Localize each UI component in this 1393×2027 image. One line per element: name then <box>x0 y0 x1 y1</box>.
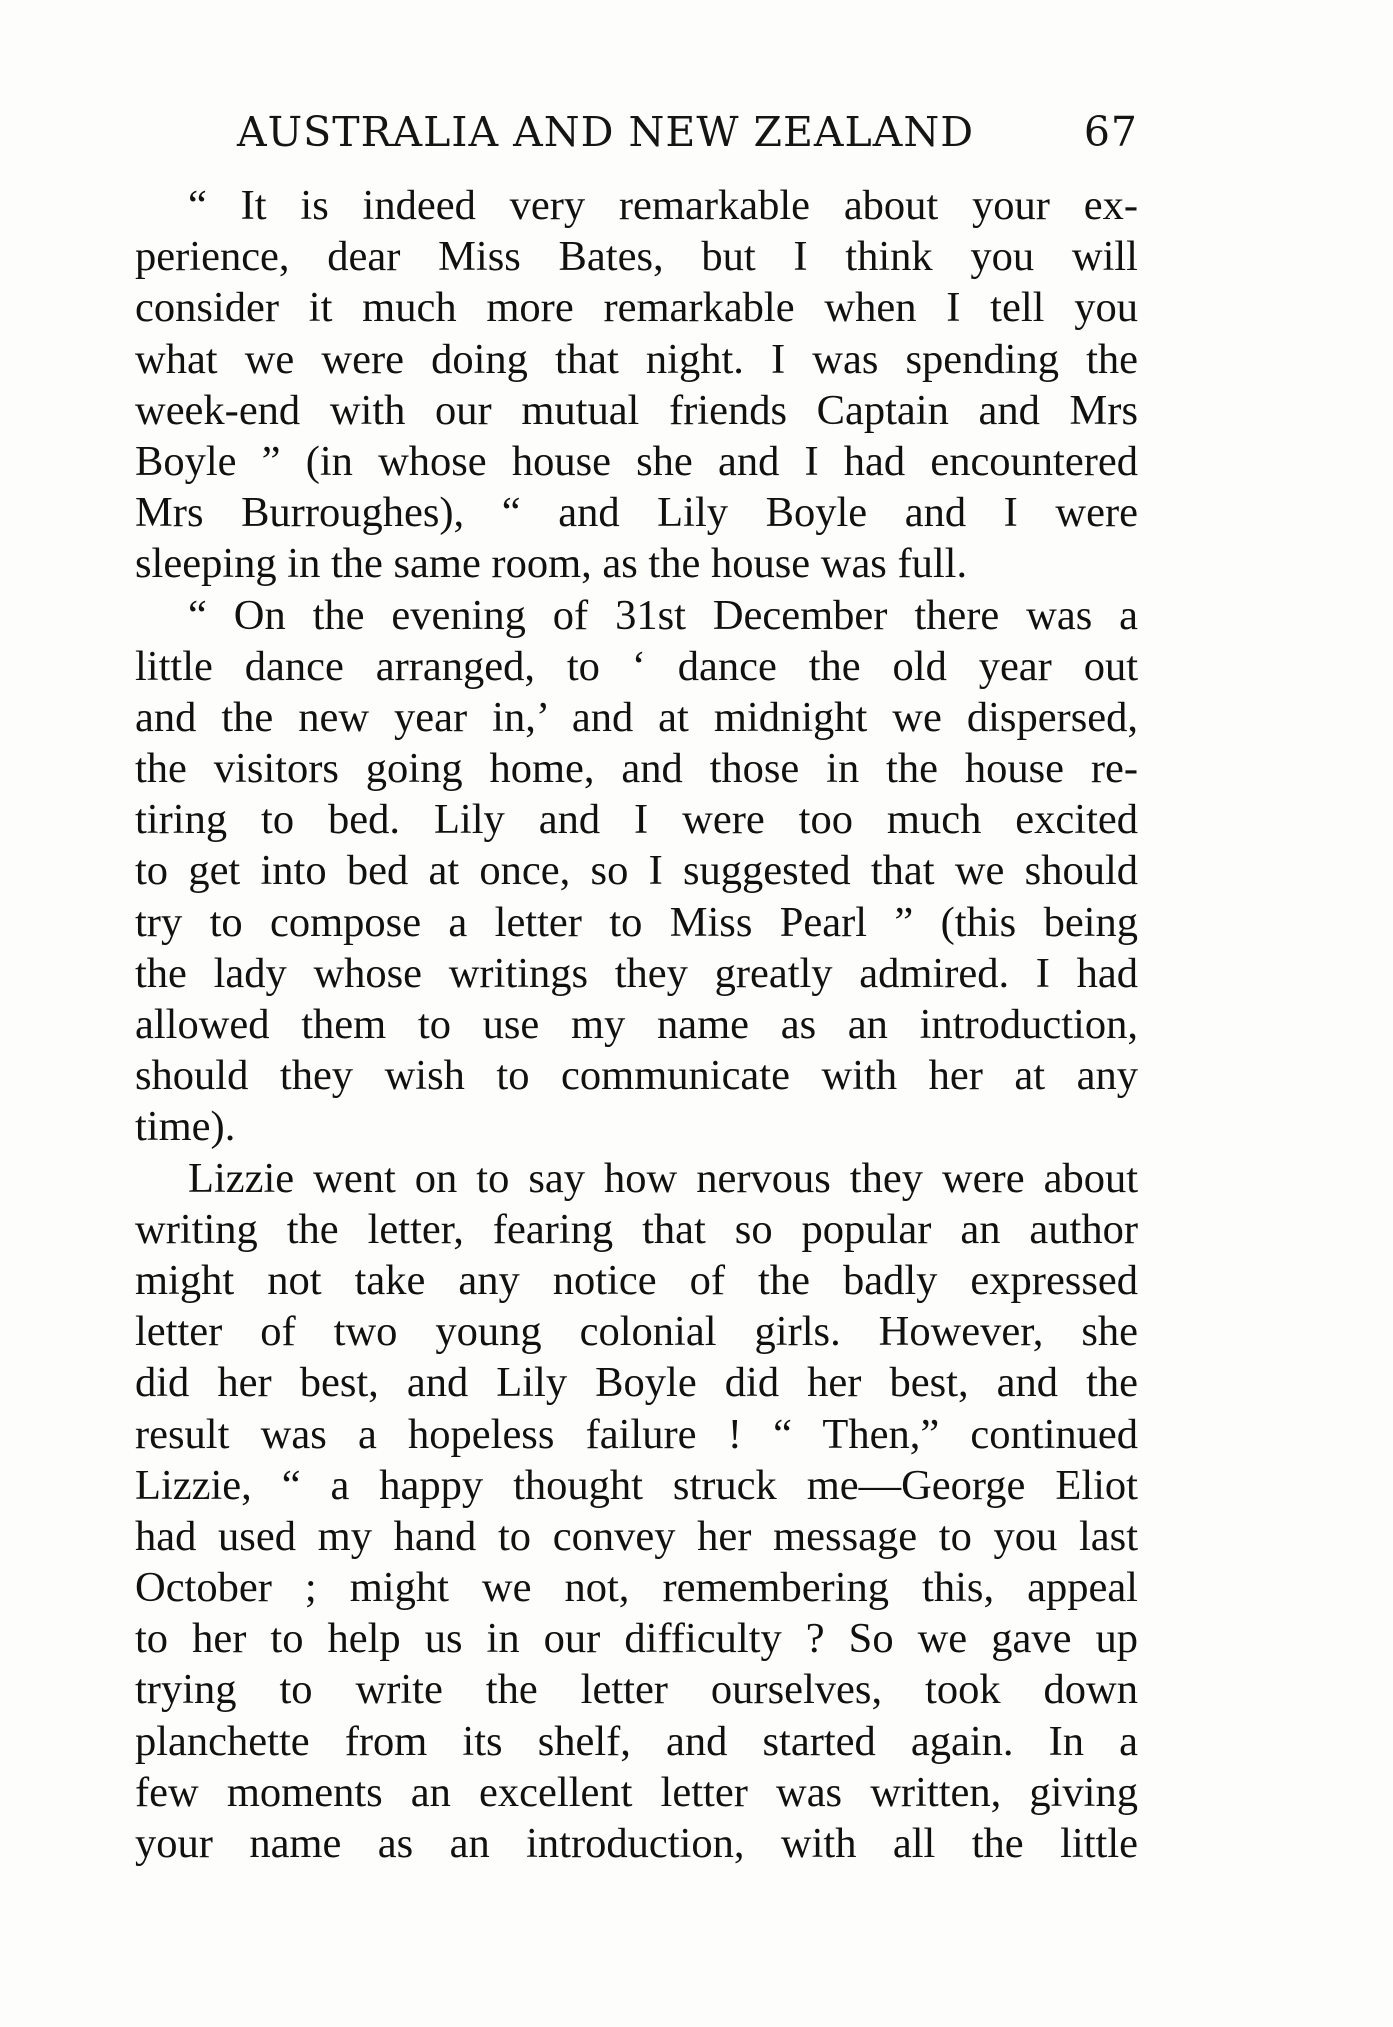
text-line: did her best, and Lily Boyle did her best, and the <box>135 1359 1138 1407</box>
text-line: tiring to bed. Lily and I were too much excited <box>135 796 1138 844</box>
text-line: few moments an excellent letter was written, giving <box>135 1768 1138 1816</box>
text-line: Boyle ” (in whose house she and I had encountered <box>135 437 1138 485</box>
text-line: October ; might we not, remembering this, appeal <box>135 1564 1138 1612</box>
text-line: week-end with our mutual friends Captain and Mrs <box>135 386 1138 434</box>
running-title: AUSTRALIA AND NEW ZEALAND <box>237 108 975 156</box>
text-line: writing the letter, fearing that so popular an author <box>135 1205 1138 1253</box>
text-line: “ It is indeed very remarkable about your ex- <box>188 182 1138 229</box>
page-header <box>237 108 1138 164</box>
text-line: try to compose a letter to Miss Pearl ” (this being <box>135 898 1138 946</box>
text-line: consider it much more remarkable when I tell you <box>135 284 1138 332</box>
text-line: to her to help us in our difficulty ? So we gave up <box>135 1615 1138 1663</box>
text-line: and the new year in,’ and at midnight we dispersed, <box>135 693 1138 741</box>
text-line: what we were doing that night. I was spending the <box>135 335 1138 383</box>
text-line: might not take any notice of the badly expressed <box>135 1256 1138 1304</box>
text-line: “ On the evening of 31st December there was a <box>188 591 1138 639</box>
text-line: had used my hand to convey her message to you last <box>135 1512 1138 1560</box>
text-line: should they wish to communicate with her at any <box>135 1052 1138 1100</box>
body-text <box>135 180 1138 1869</box>
page-number: 67 <box>1083 108 1138 156</box>
text-line: to get into bed at once, so I suggested that we should <box>135 847 1138 895</box>
text-line: time). <box>135 1103 236 1151</box>
text-line: planchette from its shelf, and started again. In a <box>135 1717 1138 1765</box>
text-line: result was a hopeless failure ! “ Then,” continued <box>135 1410 1138 1458</box>
text-line: Lizzie, “ a happy thought struck me—George Eliot <box>135 1461 1138 1509</box>
text-line: allowed them to use my name as an introduction, <box>135 1001 1138 1048</box>
text-line: letter of two young colonial girls. However, she <box>135 1308 1138 1356</box>
text-line: the lady whose writings they greatly admired. I had <box>135 949 1138 997</box>
text-line: Mrs Burroughes), “ and Lily Boyle and I were <box>135 489 1138 537</box>
text-line: little dance arranged, to ‘ dance the old year out <box>135 642 1138 690</box>
text-line: perience, dear Miss Bates, but I think you will <box>135 233 1138 281</box>
text-line: your name as an introduction, with all the little <box>135 1820 1138 1867</box>
text-line: Lizzie went on to say how nervous they were about <box>188 1154 1138 1202</box>
text-line: the visitors going home, and those in the house re- <box>135 745 1138 793</box>
text-line: trying to write the letter ourselves, took down <box>135 1666 1138 1714</box>
text-line: sleeping in the same room, as the house was full. <box>135 540 968 588</box>
